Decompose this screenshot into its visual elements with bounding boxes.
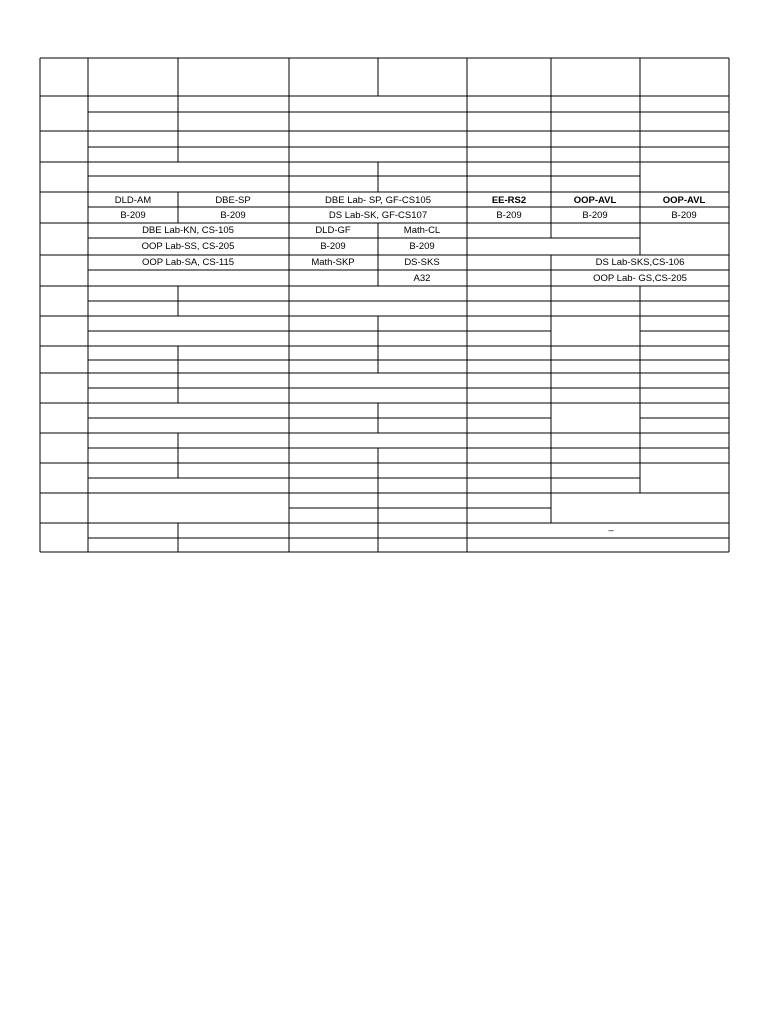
cell-r3-mon-tue: DBE Lab-KN, CS-105 bbox=[142, 225, 234, 236]
cell-texts bbox=[115, 195, 706, 536]
cell-r1-wed-thu: DBE Lab- SP, GF-CS105 bbox=[325, 195, 431, 206]
cell-r4-mon-tue: OOP Lab-SS, CS-205 bbox=[141, 241, 235, 252]
cell-r2-sat: B-209 bbox=[582, 210, 608, 221]
cell-r6-sat-sun: OOP Lab- GS,CS-205 bbox=[593, 273, 687, 284]
cell-r6-thu: A32 bbox=[413, 273, 431, 284]
cell-r3-thu: Math-CL bbox=[403, 225, 441, 236]
cell-r5-mon-tue: OOP Lab-SA, CS-115 bbox=[141, 257, 235, 268]
cell-last-fri-sun: – bbox=[608, 525, 614, 536]
cell-r1-sat: OOP-AVL bbox=[573, 195, 617, 206]
cell-r2-wed-thu: DS Lab-SK, GF-CS107 bbox=[328, 210, 428, 221]
cell-r2-sun: B-209 bbox=[671, 210, 697, 221]
cell-r5-sat-sun: DS Lab-SKS,CS-106 bbox=[595, 257, 685, 268]
cell-r1-mon: DLD-AM bbox=[114, 195, 152, 206]
cell-r4-thu: B-209 bbox=[409, 241, 435, 252]
cell-r1-sun: OOP-AVL bbox=[662, 195, 706, 206]
cell-r2-fri: B-209 bbox=[496, 210, 522, 221]
cell-r5-wed: Math-SKP bbox=[311, 257, 355, 268]
cell-r2-mon: B-209 bbox=[120, 210, 146, 221]
cell-r3-wed: DLD-GF bbox=[315, 225, 351, 236]
cell-r1-fri: EE-RS2 bbox=[491, 195, 527, 206]
cell-r1-tue: DBE-SP bbox=[215, 195, 251, 206]
grid-lines bbox=[40, 58, 729, 552]
cell-r5-thu: DS-SKS bbox=[404, 257, 440, 268]
cell-r4-wed: B-209 bbox=[320, 241, 346, 252]
cell-r2-tue: B-209 bbox=[220, 210, 246, 221]
